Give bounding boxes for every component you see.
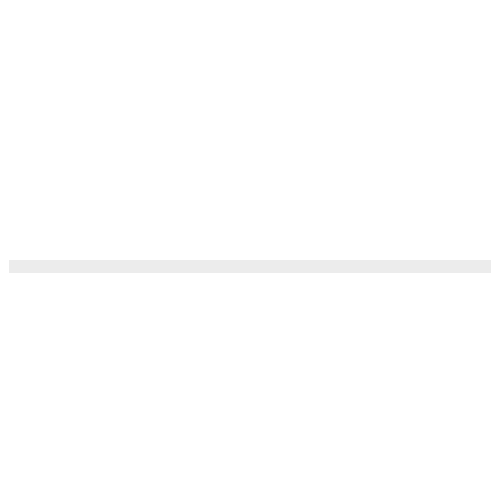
bay-dimensions-table xyxy=(9,260,491,273)
group-header-heavy-duty xyxy=(304,260,491,273)
table-group-header-row xyxy=(9,260,491,273)
group-header-blank xyxy=(9,260,127,273)
group-header-standard-duty xyxy=(127,260,304,273)
racking-elevation-diagram xyxy=(0,0,500,215)
